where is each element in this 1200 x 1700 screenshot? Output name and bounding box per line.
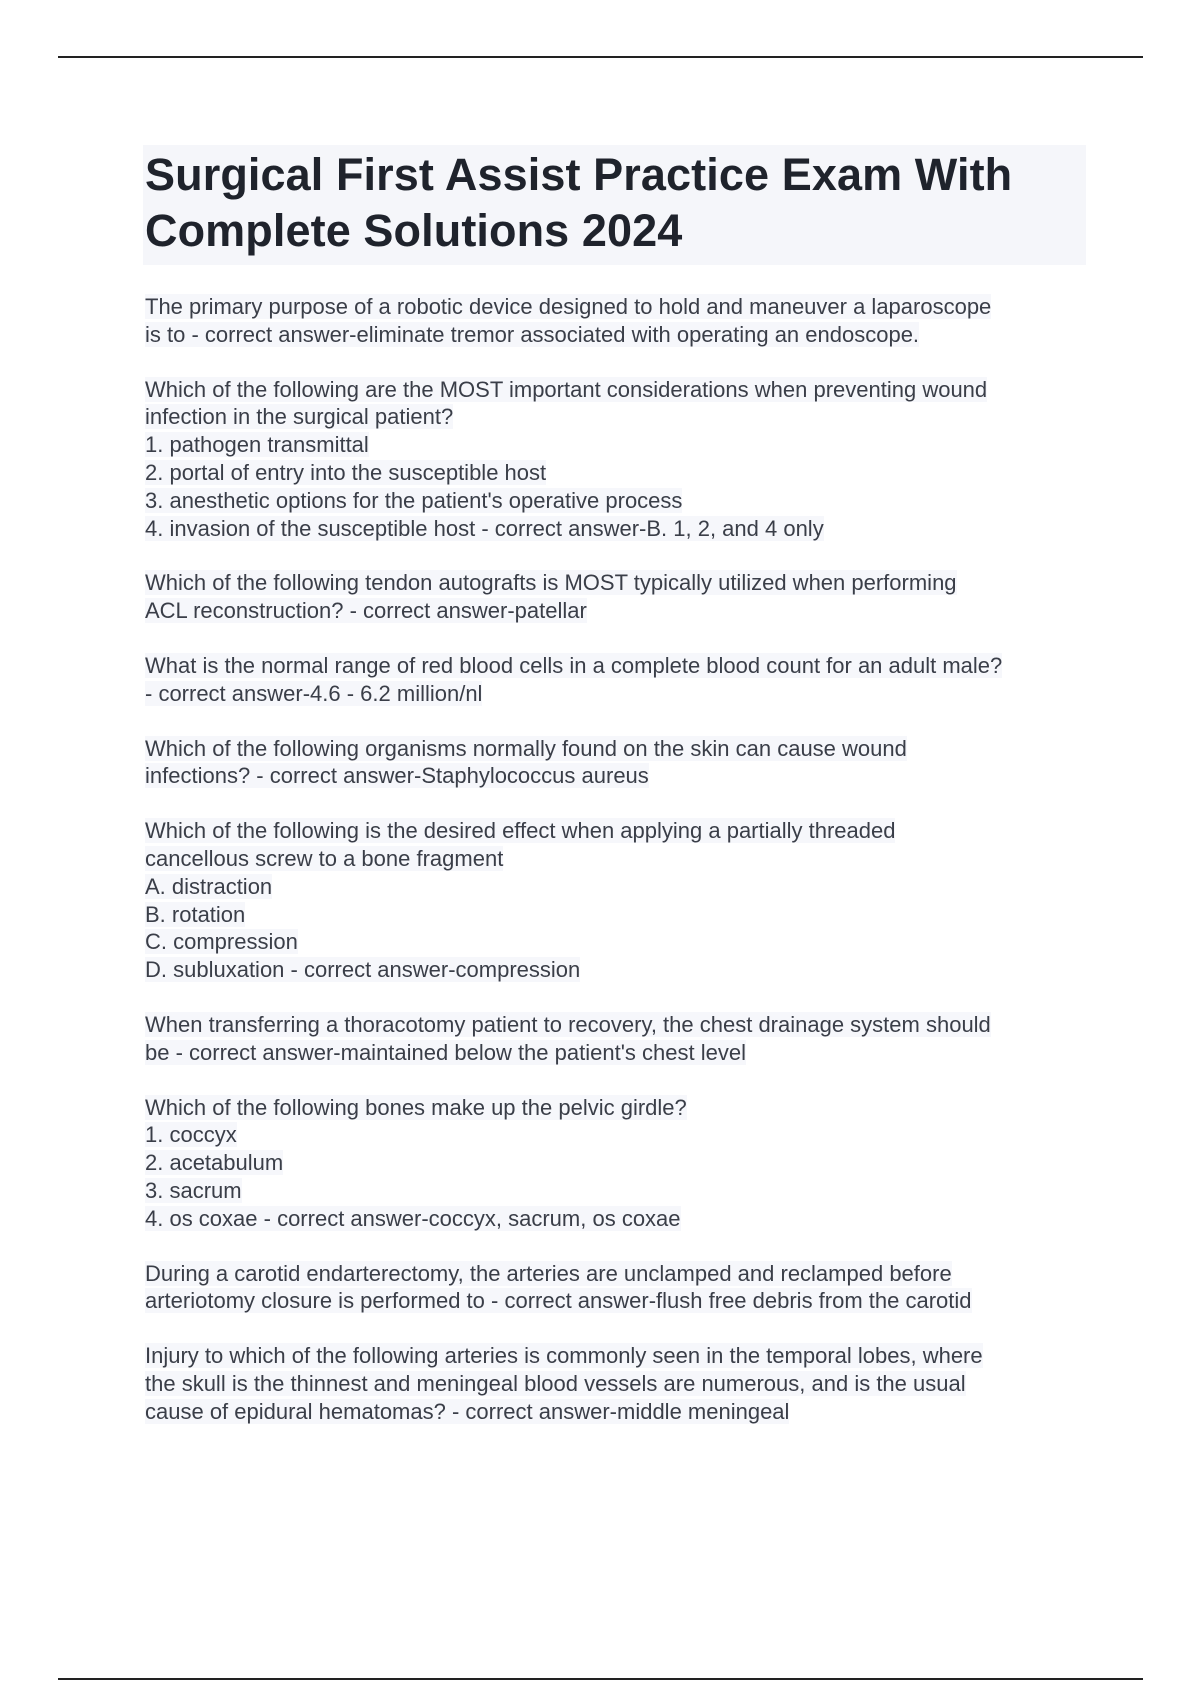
qa-line-text: - correct answer-4.6 - 6.2 million/nl: [145, 680, 483, 706]
qa-line: [145, 652, 1090, 680]
qa-line: [145, 680, 1090, 708]
qa-line: [145, 403, 1090, 431]
qa-line: [145, 1121, 1090, 1149]
qa-line-text: cause of epidural hematomas? - correct answer-middle meningeal: [145, 1398, 790, 1424]
qa-line: [145, 1039, 1090, 1067]
qa-line: [145, 293, 1090, 321]
qa-line: [145, 1342, 1090, 1370]
qa-line: [145, 928, 1090, 956]
qa-item: [145, 569, 1090, 625]
title-line: Surgical First Assist Practice Exam With: [145, 149, 1013, 200]
qa-line: [145, 735, 1090, 763]
qa-line: [145, 321, 1090, 349]
qa-item: [145, 1094, 1090, 1233]
qa-line-text: 4. os coxae - correct answer-coccyx, sacrum, os coxae: [145, 1205, 681, 1231]
qa-line: [145, 845, 1090, 873]
qa-line: [145, 459, 1090, 487]
qa-line: [145, 1287, 1090, 1315]
qa-item: [145, 293, 1090, 349]
qa-line-text: 1. coccyx: [145, 1122, 237, 1148]
qa-line-text: cancellous screw to a bone fragment: [145, 845, 504, 871]
qa-line: [145, 597, 1090, 625]
qa-line-text: Injury to which of the following arteries is commonly seen in the temporal lobes, where: [145, 1343, 983, 1369]
title-line: Complete Solutions 2024: [145, 205, 683, 256]
qa-line-text: be - correct answer-maintained below the patient's chest level: [145, 1039, 746, 1065]
qa-item: [145, 817, 1090, 984]
qa-line: [145, 873, 1090, 901]
qa-line-text: D. subluxation - correct answer-compression: [145, 957, 581, 983]
qa-line: [145, 515, 1090, 543]
qa-item: [145, 735, 1090, 791]
qa-line: [145, 1094, 1090, 1122]
qa-list: [145, 293, 1090, 1426]
header-rule: [58, 56, 1143, 58]
qa-line: [145, 1011, 1090, 1039]
qa-line: [145, 431, 1090, 459]
qa-line: [145, 376, 1090, 404]
qa-line-text: During a carotid endarterectomy, the arteries are unclamped and reclamped before: [145, 1260, 952, 1286]
qa-line-text: 3. sacrum: [145, 1177, 242, 1203]
qa-line: [145, 1205, 1090, 1233]
qa-line-text: 4. invasion of the susceptible host - correct answer-B. 1, 2, and 4 only: [145, 515, 824, 541]
qa-item: [145, 376, 1090, 543]
qa-line-text: 2. acetabulum: [145, 1150, 284, 1176]
qa-line: [145, 956, 1090, 984]
qa-line: [145, 569, 1090, 597]
qa-line-text: the skull is the thinnest and meningeal blood vessels are numerous, and is the usual: [145, 1370, 966, 1396]
qa-item: [145, 1342, 1090, 1425]
qa-line-text: When transferring a thoracotomy patient to recovery, the chest drainage system should: [145, 1011, 991, 1037]
qa-line-text: 2. portal of entry into the susceptible host: [145, 459, 547, 485]
qa-line-text: What is the normal range of red blood cells in a complete blood count for an adult male?: [145, 652, 1003, 678]
qa-line-text: A. distraction: [145, 873, 273, 899]
document-title: [145, 147, 1076, 259]
qa-line: [145, 762, 1090, 790]
qa-line-text: 1. pathogen transmittal: [145, 432, 369, 458]
qa-line-text: Which of the following is the desired effect when applying a partially threaded: [145, 818, 896, 844]
qa-line: [145, 1260, 1090, 1288]
qa-line: [145, 817, 1090, 845]
qa-line: [145, 1149, 1090, 1177]
qa-item: [145, 652, 1090, 708]
qa-line: [145, 1370, 1090, 1398]
qa-line-text: Which of the following organisms normally found on the skin can cause wound: [145, 735, 907, 761]
qa-line: [145, 1398, 1090, 1426]
qa-line-text: Which of the following bones make up the pelvic girdle?: [145, 1094, 687, 1120]
qa-item: [145, 1260, 1090, 1316]
qa-line-text: The primary purpose of a robotic device designed to hold and maneuver a laparoscope: [145, 294, 992, 319]
qa-line-text: C. compression: [145, 929, 298, 955]
qa-line-text: infections? - correct answer-Staphylococcus aureus: [145, 763, 649, 789]
qa-line: [145, 1177, 1090, 1205]
title-block: [143, 145, 1086, 265]
qa-line-text: B. rotation: [145, 901, 246, 927]
qa-line-text: arteriotomy closure is performed to - correct answer-flush free debris from the carotid: [145, 1288, 972, 1314]
qa-line-text: infection in the surgical patient?: [145, 404, 454, 430]
qa-line-text: Which of the following are the MOST important considerations when preventing wound: [145, 376, 988, 402]
qa-line-text: ACL reconstruction? - correct answer-patellar: [145, 598, 587, 624]
qa-line-text: is to - correct answer-eliminate tremor associated with operating an endoscope.: [145, 321, 920, 347]
qa-item: [145, 1011, 1090, 1067]
document-body: [145, 145, 1090, 1453]
qa-line: [145, 487, 1090, 515]
qa-line-text: 3. anesthetic options for the patient's operative process: [145, 487, 683, 513]
footer-rule: [58, 1678, 1143, 1680]
qa-line: [145, 901, 1090, 929]
qa-line-text: Which of the following tendon autografts is MOST typically utilized when performing: [145, 570, 957, 596]
